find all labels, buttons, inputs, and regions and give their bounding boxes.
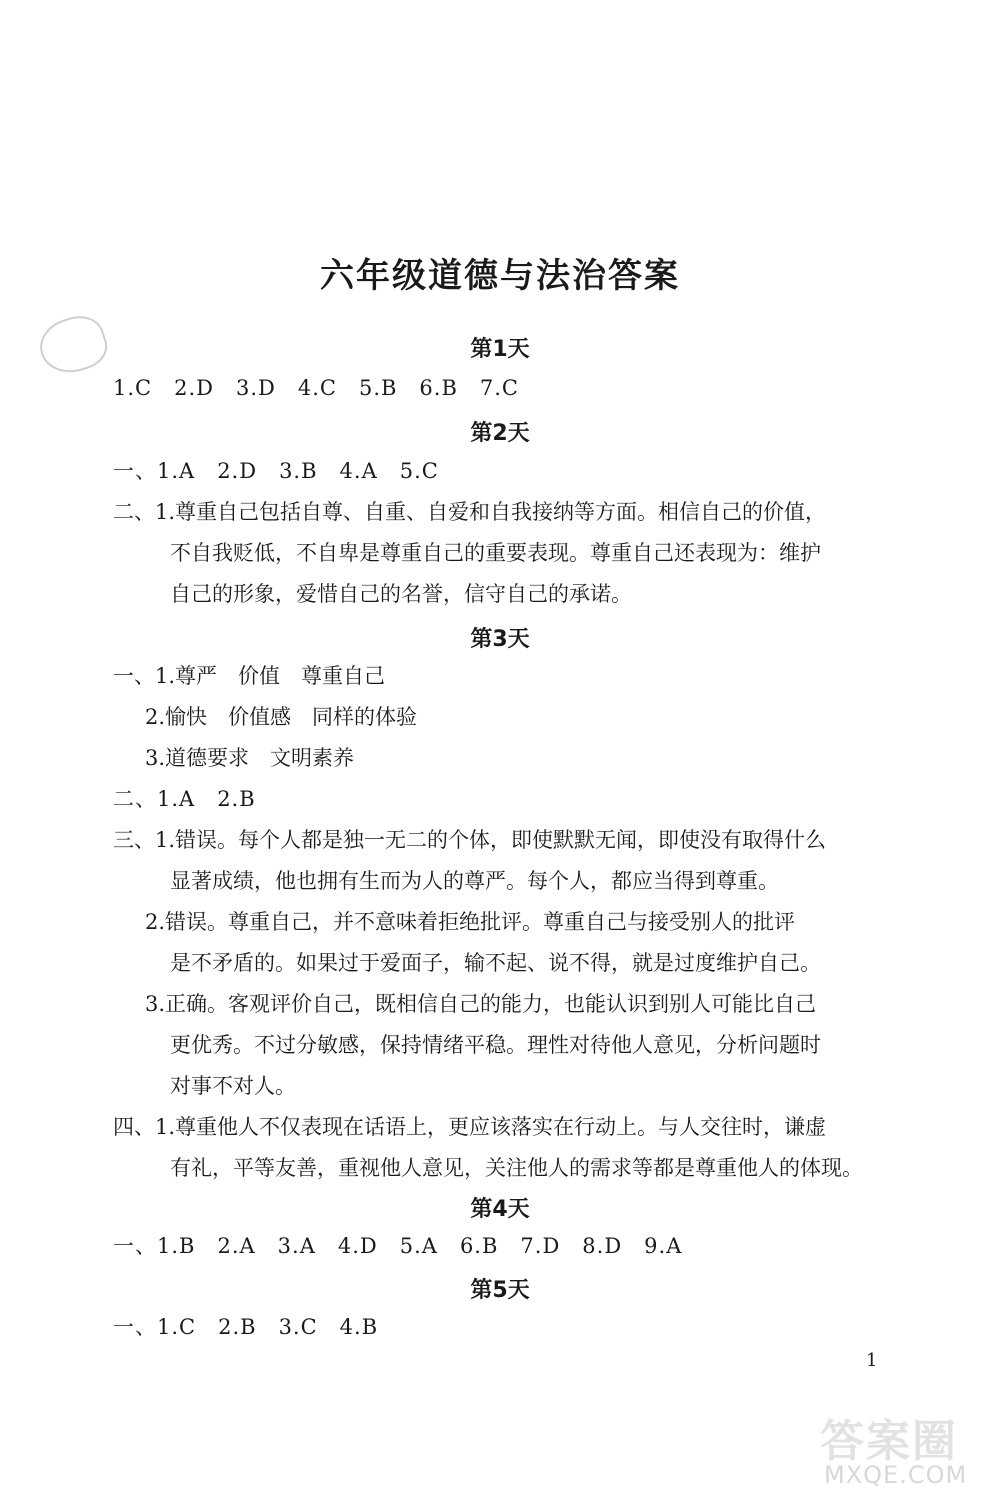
day-5-answers: 一、1.C 2.B 3.C 4.B [113,1315,379,1339]
day-3-fill-2: 2.愉快 价值感 同样的体验 [145,705,418,729]
watermark-logo [820,1405,990,1489]
watermark-logo-text: 答案圈 [820,1416,958,1467]
day-3-judge-1: 三、1.错误。每个人都是独一无二的个体，即使默默无闻，即使没有取得什么 [113,828,827,852]
day-3-judge-3-cont: 更优秀。不过分敏感，保持情绪平稳。理性对待他人意见，分析问题时 [170,1033,821,1057]
day-4-answers: 一、1.B 2.A 3.A 4.D 5.A 6.B 7.D 8.D 9.A [113,1234,683,1258]
day-3-fill-3: 3.道德要求 文明素养 [145,746,355,770]
page-title: 六年级道德与法治答案 [320,256,680,296]
day-3-essay-cont: 有礼，平等友善，重视他人意见，关注他人的需求等都是尊重他人的体现。 [170,1156,863,1180]
day-5-heading: 第5天 [470,1278,530,1303]
day-2-short-answer-cont: 不自我贬低，不自卑是尊重自己的重要表现。尊重自己还表现为：维护 [170,541,821,565]
day-3-heading: 第3天 [470,627,530,652]
day-2-short-answer-cont: 自己的形象，爱惜自己的名誉，信守自己的承诺。 [170,582,632,606]
day-2-choice-answers: 一、1.A 2.D 3.B 4.A 5.C [113,459,439,483]
day-3-judge-2: 2.错误。尊重自己，并不意味着拒绝批评。尊重自己与接受别人的批评 [145,910,796,934]
day-3-judge-2-cont: 是不矛盾的。如果过于爱面子，输不起、说不得，就是过度维护自己。 [170,951,821,975]
day-3-judge-3-cont: 对事不对人。 [170,1074,296,1098]
day-3-judge-3: 3.正确。客观评价自己，既相信自己的能力，也能认识到别人可能比自己 [145,992,817,1016]
day-2-short-answer: 二、1.尊重自己包括自尊、自重、自爱和自我接纳等方面。相信自己的价值， [113,500,827,524]
day-1-answers: 1.C 2.D 3.D 4.C 5.B 6.B 7.C [113,376,519,400]
day-3-judge-1-cont: 显著成绩，他也拥有生而为人的尊严。每个人，都应当得到尊重。 [170,869,779,893]
watermark-site-text: MXQE.COM [824,1461,968,1489]
day-1-heading: 第1天 [470,337,530,362]
page-number: 1 [866,1350,878,1371]
day-3-essay: 四、1.尊重他人不仅表现在话语上，更应该落实在行动上。与人交往时，谦虚 [113,1115,827,1139]
day-3-fill-1: 一、1.尊严 价值 尊重自己 [113,664,386,688]
day-4-heading: 第4天 [470,1197,530,1222]
day-2-heading: 第2天 [470,421,530,446]
day-3-choice-answers: 二、1.A 2.B [113,787,256,811]
